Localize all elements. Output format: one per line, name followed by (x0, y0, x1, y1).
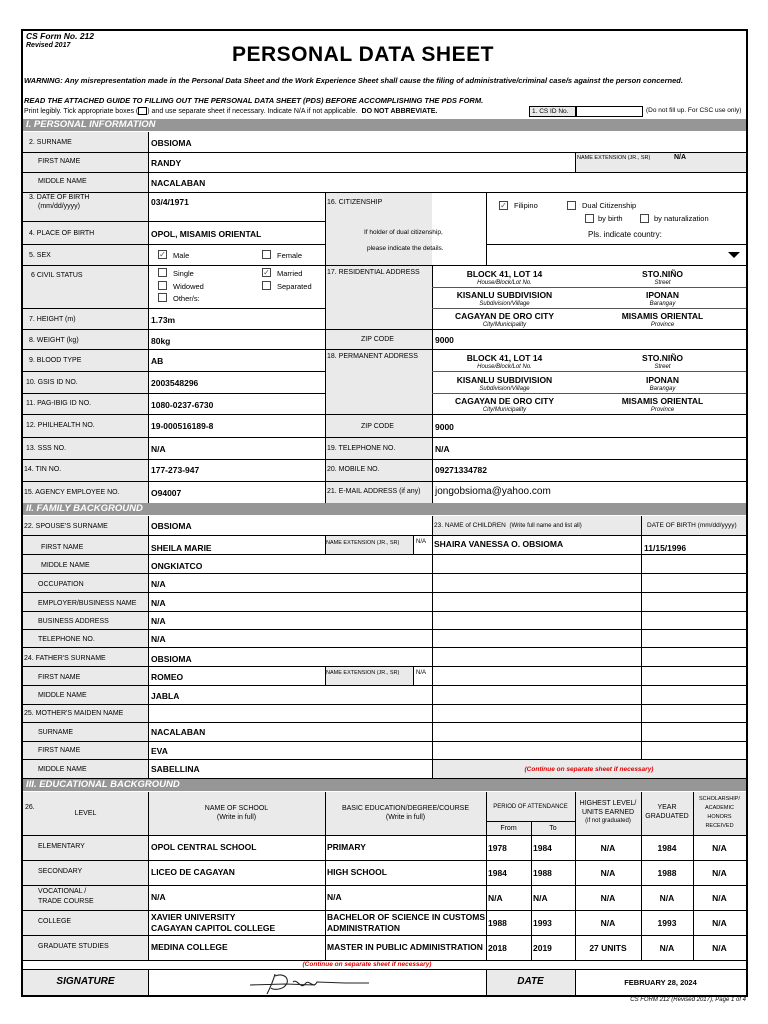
citizenship-note-2: please indicate the details. (367, 245, 444, 252)
weight-label: 8. WEIGHT (kg) (29, 337, 79, 344)
married-checkbox[interactable]: ✓ (263, 268, 270, 277)
employer-value[interactable]: N/A (151, 598, 166, 608)
female-label: Female (277, 251, 303, 260)
perm-zip-value[interactable]: 9000 (435, 422, 454, 432)
date-value[interactable]: FEBRUARY 28, 2024 (624, 978, 697, 987)
children-label (434, 522, 582, 529)
period-from[interactable]: 1988 (488, 918, 507, 928)
employer-label: EMPLOYER/BUSINESS NAME (38, 600, 137, 607)
by-naturalization-label: by naturalization (654, 214, 709, 223)
course-name[interactable]: PRIMARY (327, 842, 366, 852)
school-header-note: (Write in full) (216, 814, 257, 821)
widowed-label: Widowed (173, 282, 204, 291)
res-subdivision-caption: Subdivision/Village (479, 301, 530, 307)
res-city-caption: City/Municipality (482, 322, 527, 328)
perm-province-value[interactable]: MISAMIS ORIENTAL (621, 396, 704, 406)
warning-text: WARNING: Any misrepresentation made in the Personal Data Sheet and the Work Experience Sheet shall cause the filing of administrative/criminal case/s against the person concerned. (24, 76, 683, 85)
form-number: CS Form No. 212 (26, 31, 95, 41)
spouse-name-ext-label: NAME EXTENSION (JR., SR) (326, 540, 400, 546)
name-extension-label: NAME EXTENSION (JR., SR) (577, 155, 651, 161)
mother-first-name-value[interactable]: EVA (151, 746, 168, 756)
perm-city-value[interactable]: CAGAYAN DE ORO CITY (454, 396, 555, 406)
res-zip-value[interactable]: 9000 (435, 335, 454, 345)
spouse-telephone-label: TELEPHONE NO. (38, 636, 95, 643)
mobile-value[interactable]: 09271334782 (435, 465, 488, 475)
res-province-value[interactable]: MISAMIS ORIENTAL (621, 311, 704, 321)
spouse-name-ext-value[interactable]: N/A (416, 539, 427, 545)
honors-header-1: SCHOLARSHIP/ (699, 796, 740, 802)
signature-image (245, 968, 375, 998)
pagibig-value[interactable]: 1080-0237-6730 (151, 400, 214, 410)
place-of-birth-label: 4. PLACE OF BIRTH (29, 230, 95, 237)
spouse-first-name-value[interactable]: SHEILA MARIE (151, 543, 212, 553)
course-name-line2[interactable]: ADMINISTRATION (327, 923, 401, 933)
course-name[interactable]: HIGH SCHOOL (327, 867, 387, 877)
height-value[interactable]: 1.73m (151, 315, 176, 325)
place-of-birth-value[interactable]: OPOL, MISAMIS ORIENTAL (151, 229, 262, 239)
perm-barangay-value[interactable]: IPONAN (645, 375, 680, 385)
course-name[interactable]: MASTER IN PUBLIC ADMINISTRATION (327, 942, 483, 952)
agency-no-value[interactable]: O94007 (151, 488, 182, 498)
res-zip-label: ZIP CODE (361, 336, 394, 343)
by-birth-label: by birth (598, 214, 623, 223)
by-naturalization-checkbox[interactable] (640, 214, 649, 223)
email-label: 21. E-MAIL ADDRESS (if any) (327, 488, 421, 495)
section-personal-information: I. PERSONAL INFORMATION (23, 119, 746, 131)
res-barangay-caption: Barangay (649, 301, 676, 307)
dual-citizenship-label: Dual Citizenship (582, 201, 637, 210)
res-subdivision-value[interactable]: KISANLU SUBDIVISION (456, 290, 553, 300)
year-graduated-header-2: GRADUATED (645, 813, 689, 820)
dual-citizenship-checkbox[interactable] (567, 201, 576, 210)
education-level: VOCATIONAL / (38, 888, 87, 895)
year-graduated[interactable]: 1984 (657, 843, 677, 853)
blood-type-value[interactable]: AB (151, 356, 164, 366)
widowed-checkbox[interactable] (158, 281, 167, 290)
year-graduated[interactable]: 1988 (657, 868, 677, 878)
year-graduated[interactable]: N/A (659, 943, 675, 953)
perm-house-value[interactable]: BLOCK 41, LOT 14 (466, 353, 543, 363)
from-header: From (500, 825, 517, 832)
period-to[interactable]: 1984 (533, 843, 552, 853)
perm-subdivision-value[interactable]: KISANLU SUBDIVISION (456, 375, 553, 385)
period-from[interactable]: 1978 (488, 843, 507, 853)
middle-name-label: MIDDLE NAME (38, 178, 87, 185)
school-header: NAME OF SCHOOL (204, 805, 269, 812)
name-extension-value[interactable]: N/A (674, 154, 687, 161)
course-header: BASIC EDUCATION/DEGREE/COURSE (341, 805, 470, 812)
sss-value[interactable]: N/A (151, 444, 166, 454)
school-name[interactable]: XAVIER UNIVERSITY (151, 912, 236, 922)
school-name[interactable]: OPOL CENTRAL SCHOOL (151, 842, 257, 852)
period-from[interactable]: N/A (488, 893, 503, 903)
telephone-label: 19. TELEPHONE NO. (327, 445, 396, 452)
father-first-name-label: FIRST NAME (38, 674, 81, 681)
school-name[interactable]: N/A (151, 892, 166, 902)
perm-city-caption: City/Municipality (482, 407, 527, 413)
school-name-line2[interactable]: CAGAYAN CAPITOL COLLEGE (151, 923, 276, 933)
mother-surname-value[interactable]: NACALABAN (151, 727, 206, 737)
citizenship-label: 16. CITIZENSHIP (327, 199, 383, 206)
highest-level[interactable]: N/A (600, 918, 616, 928)
dob-label: 3. DATE OF BIRTH (29, 194, 90, 201)
perm-zip-label: ZIP CODE (361, 423, 394, 430)
print-legibly-text-b: ) and use separate sheet if necessary. Indicate N/A if not applicable. (147, 107, 358, 115)
cs-id-label: 1. CS ID No. (532, 108, 569, 115)
dob-value[interactable]: 03/4/1971 (151, 197, 189, 207)
middle-name-value[interactable]: NACALABAN (151, 178, 206, 188)
surname-label: 2. SURNAME (29, 139, 72, 146)
education-continue-note: (Continue on separate sheet if necessary) (302, 961, 432, 968)
cs-id-note: (Do not fill up. For CSC use only) (646, 107, 742, 114)
highest-header-2: UNITS EARNED (581, 809, 635, 816)
education-level: COLLEGE (38, 918, 72, 925)
father-name-ext-label: NAME EXTENSION (JR., SR) (326, 670, 400, 676)
dob-format: (mm/dd/yyyy) (38, 203, 80, 210)
sss-label: 13. SSS NO. (26, 445, 67, 452)
section-educational-background: III. EDUCATIONAL BACKGROUND (23, 779, 746, 791)
father-middle-name-value[interactable]: JABLA (151, 691, 180, 701)
res-house-value[interactable]: BLOCK 41, LOT 14 (466, 269, 543, 279)
separated-label: Separated (277, 282, 312, 291)
education-level-line2: TRADE COURSE (38, 898, 94, 905)
education-level: SECONDARY (38, 868, 83, 875)
highest-level[interactable]: N/A (600, 843, 616, 853)
male-label: Male (173, 251, 190, 260)
email-value[interactable]: jongobsioma@yahoo.com (435, 486, 551, 497)
father-first-name-value[interactable]: ROMEO (151, 672, 184, 682)
read-guide-text: READ THE ATTACHED GUIDE TO FILLING OUT THE PERSONAL DATA SHEET (PDS) BEFORE ACCOMPLISHING THE PDS FORM. (24, 96, 484, 105)
surname-value[interactable]: OBSIOMA (151, 138, 192, 148)
gsis-value[interactable]: 2003548296 (151, 378, 199, 388)
father-surname-label: 24. FATHER'S SURNAME (24, 655, 106, 662)
year-graduated-header-1: YEAR (657, 804, 677, 811)
civil-status-label: 6 CIVIL STATUS (31, 272, 83, 279)
children-label-text: 23. NAME of CHILDREN (434, 522, 506, 529)
honors-header-2: ACADEMIC (704, 805, 735, 811)
perm-street-caption: Street (654, 364, 671, 370)
highest-header-1: HIGHEST LEVEL/ (579, 800, 637, 807)
spouse-telephone-value[interactable]: N/A (151, 634, 166, 644)
permanent-address-label: 18. PERMANENT ADDRESS (327, 353, 418, 360)
female-checkbox[interactable] (262, 250, 271, 259)
highest-level[interactable]: N/A (600, 893, 616, 903)
country-dropdown-arrow-icon[interactable] (728, 252, 740, 258)
res-house-caption: House/Block/Lot No. (477, 280, 532, 286)
honors-header-4: RECEIVED (705, 823, 734, 829)
perm-barangay-caption: Barangay (649, 386, 676, 392)
philhealth-value[interactable]: 19-000516189-8 (151, 421, 214, 431)
mother-maiden-name-label: 25. MOTHER'S MAIDEN NAME (24, 710, 124, 717)
section-family-background: II. FAMILY BACKGROUND (23, 503, 746, 515)
mobile-label: 20. MOBILE NO. (327, 466, 380, 473)
spouse-first-name-label: FIRST NAME (41, 544, 84, 551)
level-header: LEVEL (74, 810, 97, 817)
education-number: 26. (25, 804, 35, 811)
highest-level[interactable]: N/A (600, 868, 616, 878)
to-header: To (549, 825, 557, 832)
first-name-value[interactable]: RANDY (151, 158, 182, 168)
period-to[interactable]: N/A (533, 893, 548, 903)
citizenship-note-1: If holder of dual citizenship, (364, 229, 443, 236)
tin-label: 14. TIN NO. (24, 466, 62, 473)
father-middle-name-label: MIDDLE NAME (38, 692, 87, 699)
business-address-label: BUSINESS ADDRESS (38, 618, 109, 625)
period-header: PERIOD OF ATTENDANCE (493, 804, 568, 810)
child-dob-label: DATE OF BIRTH (mm/dd/yyyy) (647, 522, 737, 529)
mother-first-name-label: FIRST NAME (38, 747, 81, 754)
height-label: 7. HEIGHT (m) (29, 316, 76, 323)
father-name-ext-value[interactable]: N/A (416, 670, 427, 676)
highest-header-note: (if not graduated) (585, 818, 631, 824)
perm-province-caption: Province (650, 407, 675, 413)
pagibig-label: 11. PAG-IBIG ID NO. (26, 400, 92, 407)
filipino-checkbox[interactable]: ✓ (500, 201, 507, 210)
honors-received[interactable]: N/A (712, 843, 727, 853)
mother-middle-name-value[interactable]: SABELLINA (151, 764, 200, 774)
page-title: PERSONAL DATA SHEET (232, 43, 494, 66)
res-street-value[interactable]: STO.NIÑO (642, 269, 683, 279)
others-checkbox[interactable] (158, 293, 167, 302)
form-page-note: CS FORM 212 (Revised 2017), Page 1 of 4 (630, 997, 746, 1003)
school-name[interactable]: MEDINA COLLEGE (151, 942, 228, 952)
year-graduated[interactable]: N/A (659, 893, 675, 903)
period-to[interactable]: 1988 (533, 868, 552, 878)
year-graduated[interactable]: 1993 (657, 918, 677, 928)
date-label: DATE (517, 976, 544, 987)
separated-checkbox[interactable] (262, 281, 271, 290)
spouse-surname-label: 22. SPOUSE'S SURNAME (24, 523, 108, 530)
honors-header-3: HONORS (707, 814, 732, 820)
children-continue-note: (Continue on separate sheet if necessary) (524, 766, 654, 773)
married-label: Married (277, 269, 303, 278)
tin-value[interactable]: 177-273-947 (151, 465, 200, 475)
agency-no-label: 15. AGENCY EMPLOYEE NO. (24, 489, 120, 496)
child-dob-value[interactable]: 11/15/1996 (644, 543, 687, 553)
signature-label: SIGNATURE (56, 976, 115, 987)
indicate-country-label: Pls. indicate country: (588, 230, 662, 239)
child-name-value[interactable]: SHAIRA VANESSA O. OBSIOMA (434, 539, 564, 549)
period-from[interactable]: 2018 (488, 943, 507, 953)
spouse-middle-name-label: MIDDLE NAME (41, 562, 90, 569)
res-province-caption: Province (650, 322, 675, 328)
mother-middle-name-label: MIDDLE NAME (38, 766, 87, 773)
honors-received[interactable]: N/A (712, 893, 727, 903)
res-barangay-value[interactable]: IPONAN (645, 290, 680, 300)
tick-sample-box (138, 107, 147, 115)
single-checkbox[interactable] (158, 268, 167, 277)
school-name[interactable]: LICEO DE CAGAYAN (151, 867, 235, 877)
philhealth-label: 12. PHILHEALTH NO. (26, 422, 95, 429)
blood-type-label: 9. BLOOD TYPE (29, 357, 82, 364)
period-to[interactable]: 1993 (533, 918, 552, 928)
sex-label: 5. SEX (29, 252, 51, 259)
children-note: (Write full name and list all) (509, 523, 582, 529)
occupation-value[interactable]: N/A (151, 579, 166, 589)
father-surname-value[interactable]: OBSIOMA (151, 654, 192, 664)
honors-received[interactable]: N/A (712, 943, 727, 953)
occupation-label: OCCUPATION (38, 581, 84, 588)
education-level: ELEMENTARY (38, 843, 85, 850)
spouse-middle-name-value[interactable]: ONGKIATCO (151, 561, 203, 571)
highest-level[interactable]: 27 UNITS (589, 943, 627, 953)
course-header-note: (Write in full) (385, 814, 426, 821)
perm-street-value[interactable]: STO.NIÑO (642, 353, 683, 363)
honors-received[interactable]: N/A (712, 868, 727, 878)
res-city-value[interactable]: CAGAYAN DE ORO CITY (454, 311, 555, 321)
first-name-label: FIRST NAME (38, 158, 81, 165)
gsis-label: 10. GSIS ID NO. (26, 379, 78, 386)
course-name[interactable]: N/A (327, 892, 342, 902)
telephone-value[interactable]: N/A (435, 444, 450, 454)
spouse-surname-value[interactable]: OBSIOMA (151, 521, 192, 531)
do-not-abbreviate: DO NOT ABBREVIATE. (361, 107, 438, 115)
perm-subdivision-caption: Subdivision/Village (479, 386, 530, 392)
others-label: Other/s: (173, 294, 200, 303)
business-address-value[interactable]: N/A (151, 616, 166, 626)
by-birth-checkbox[interactable] (585, 214, 594, 223)
filipino-label: Filipino (514, 201, 538, 210)
single-label: Single (173, 269, 194, 278)
print-legibly-text-a: Print legibly. Tick appropriate boxes ( (24, 107, 139, 115)
honors-received[interactable]: N/A (712, 918, 727, 928)
course-name[interactable]: BACHELOR OF SCIENCE IN CUSTOMS (327, 912, 486, 922)
mother-surname-label: SURNAME (38, 729, 74, 736)
form-revised: Revised 2017 (26, 42, 71, 49)
male-checkbox[interactable]: ✓ (159, 250, 166, 259)
education-level: GRADUATE STUDIES (38, 943, 109, 950)
residential-address-label: 17. RESIDENTIAL ADDRESS (327, 269, 420, 276)
period-to[interactable]: 2019 (533, 943, 552, 953)
res-street-caption: Street (654, 280, 671, 286)
cs-id-field[interactable] (576, 106, 643, 117)
period-from[interactable]: 1984 (488, 868, 507, 878)
perm-house-caption: House/Block/Lot No. (477, 364, 532, 370)
weight-value[interactable]: 80kg (151, 336, 171, 346)
